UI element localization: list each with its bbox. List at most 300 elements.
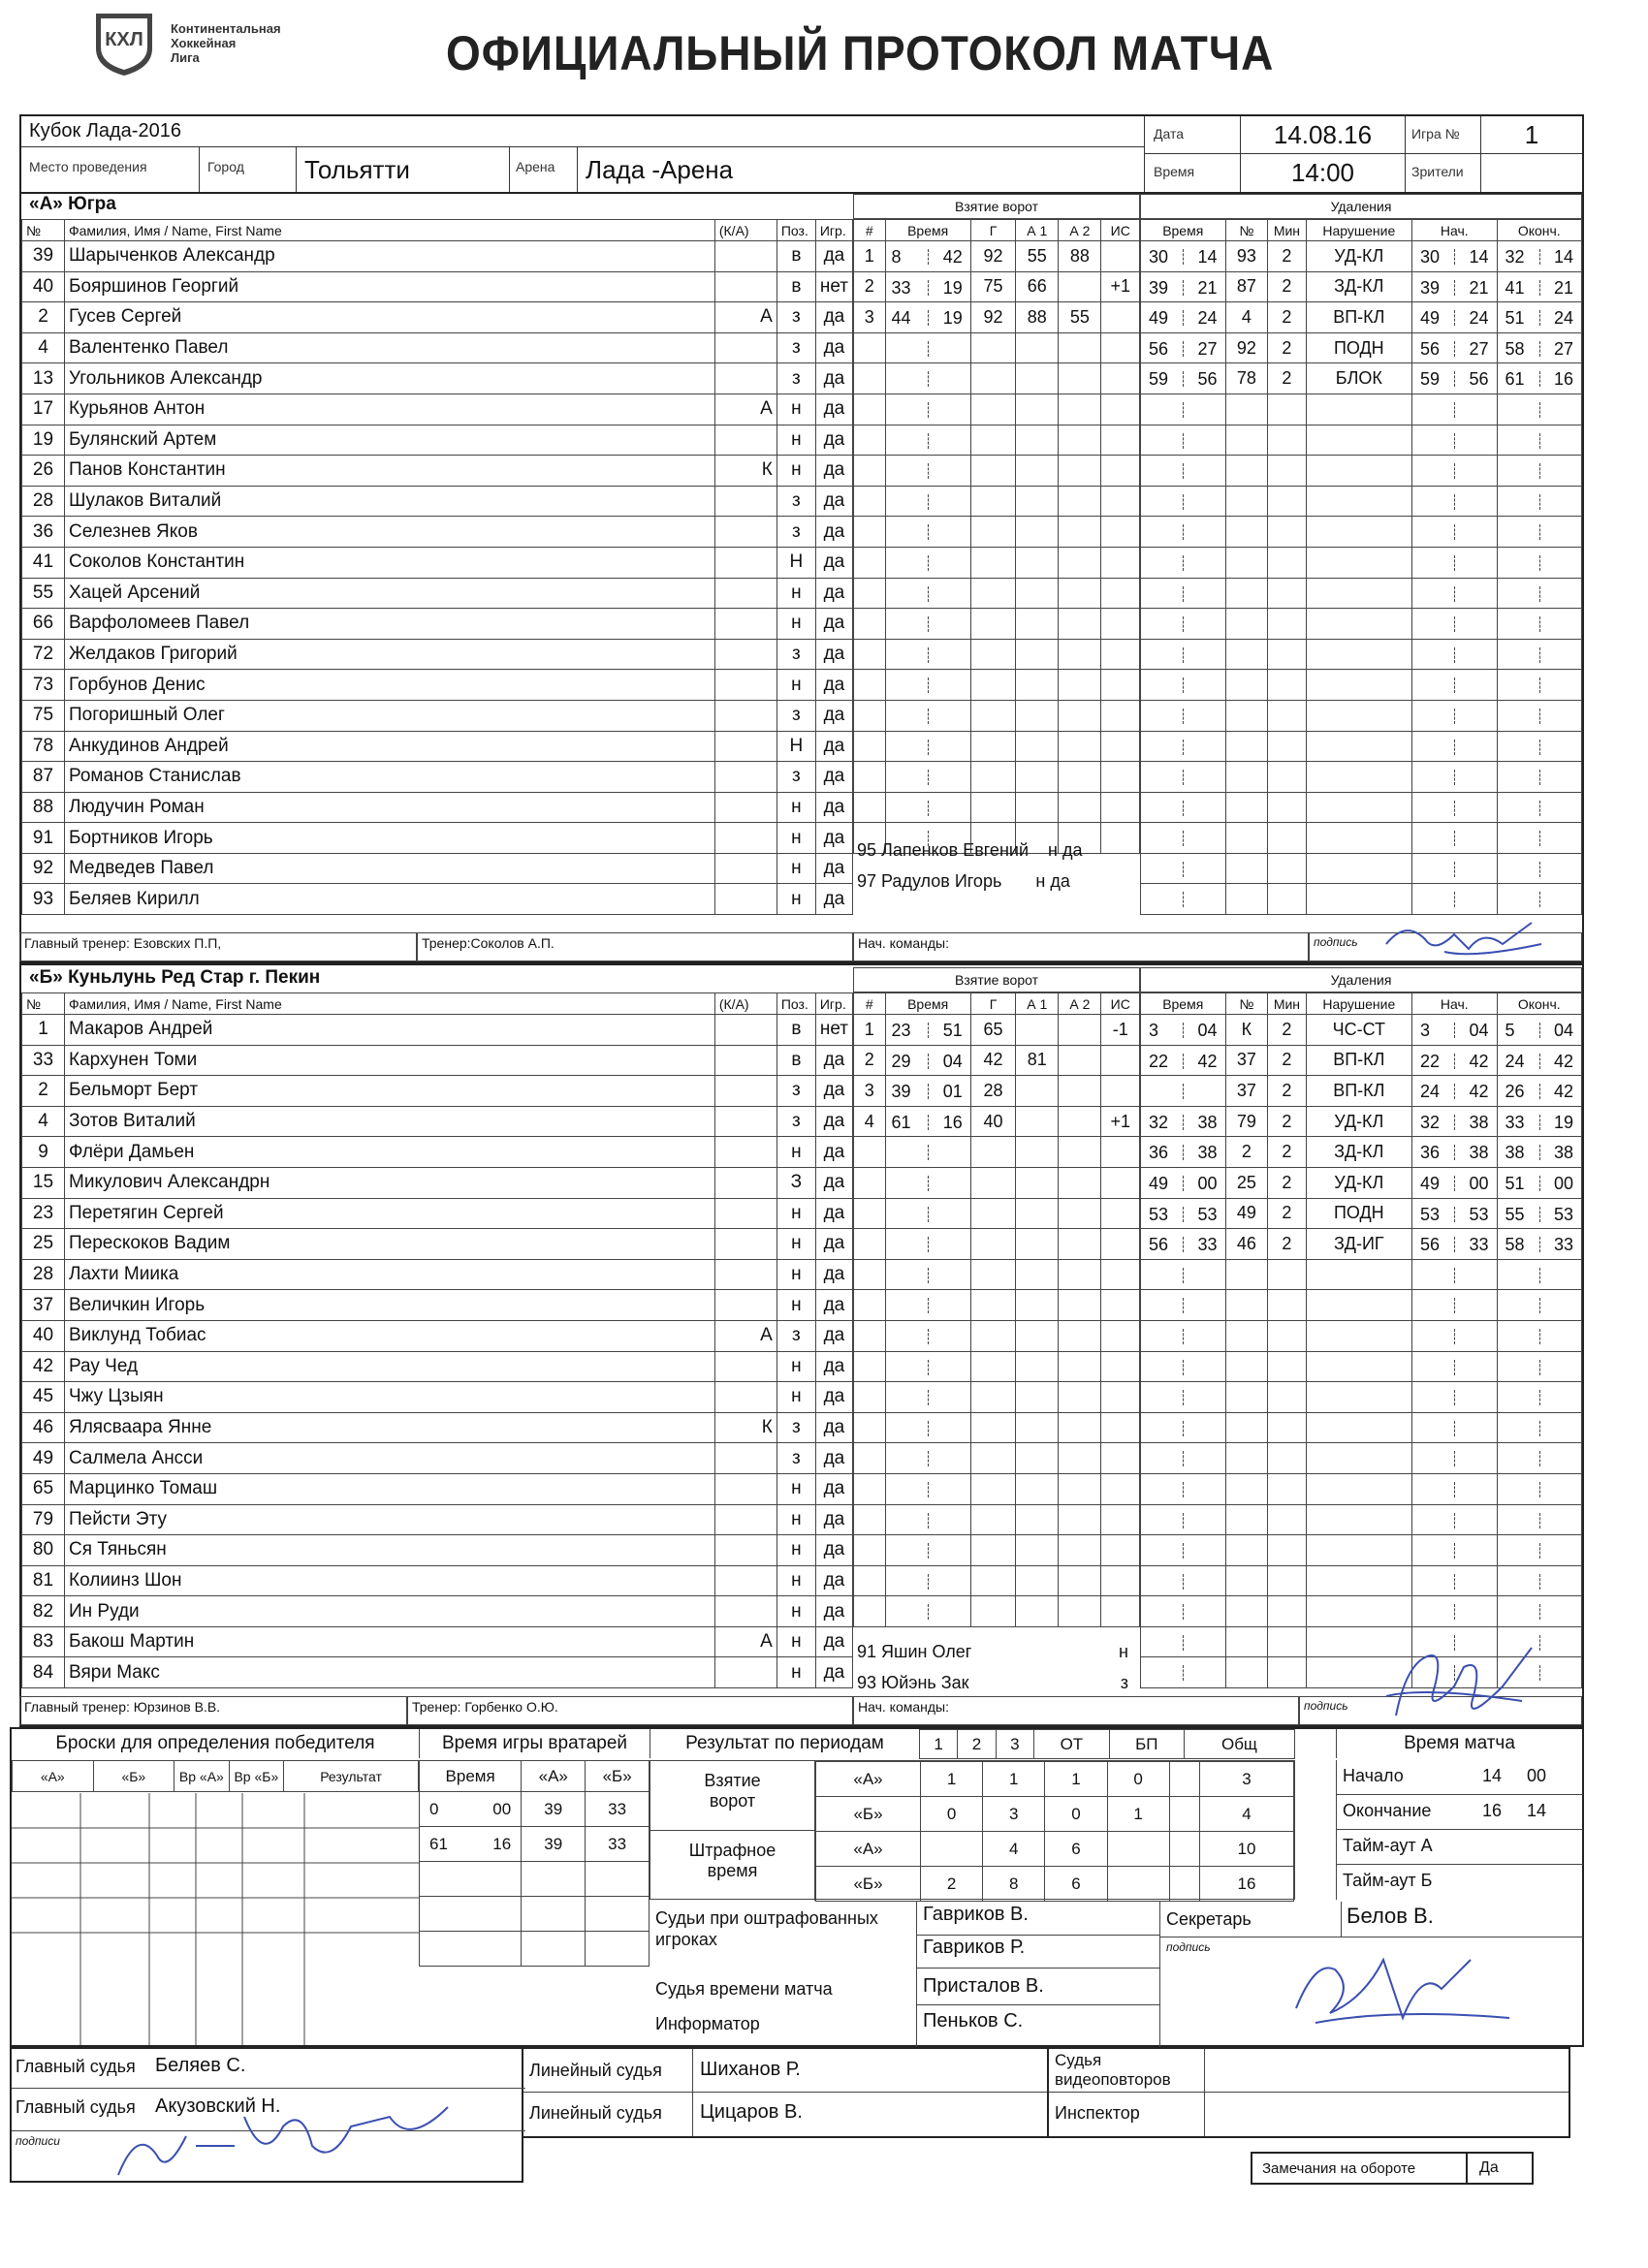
secretary-name: Белов В.	[1347, 1904, 1434, 1928]
match-time-title: Время матча	[1336, 1729, 1582, 1758]
team-a-signature-label: подпись	[1309, 932, 1582, 961]
penalty-end	[1497, 1351, 1582, 1382]
penalty-start-sec: 24	[1469, 308, 1489, 329]
penalty-row	[1141, 609, 1582, 640]
goal-scorer: 42	[970, 1045, 1015, 1076]
penalty-start	[1412, 517, 1498, 548]
penalty-start-min: 22	[1420, 1051, 1441, 1071]
col-g-a2: А 2	[1059, 220, 1101, 241]
penalty-player: 79	[1225, 1106, 1268, 1137]
penalty-end-min: 55	[1505, 1204, 1525, 1224]
penalty-time	[1141, 1015, 1226, 1046]
player-row	[22, 1167, 853, 1198]
player-number: 17	[22, 394, 65, 425]
player-role	[714, 271, 776, 302]
penalty-row	[1141, 1045, 1582, 1076]
goal-no: 1	[854, 1015, 886, 1046]
player-position: н	[776, 1504, 815, 1535]
player-number: 79	[22, 1504, 65, 1535]
player-position: н	[776, 1565, 815, 1596]
goal-min: 39	[891, 1082, 911, 1102]
penalty-minutes: 2	[1268, 1076, 1306, 1107]
player-played: да	[815, 853, 852, 884]
player-position: Н	[776, 731, 815, 762]
player-position: н	[776, 1596, 815, 1627]
col-g-time: Время	[885, 993, 970, 1015]
goal-assist1	[1016, 1015, 1059, 1046]
penalty-row	[1141, 1320, 1582, 1351]
col-play: Игр.	[815, 993, 852, 1015]
penalty-end-sec: 19	[1553, 1112, 1573, 1132]
penalty-time	[1141, 1412, 1226, 1443]
goal-time	[885, 394, 970, 425]
goal-strength: +1	[1101, 271, 1140, 302]
goal-row	[854, 1229, 1140, 1260]
penalty-end	[1497, 271, 1582, 302]
goal-row	[854, 1504, 1140, 1535]
secretary-signature	[1277, 1931, 1529, 2037]
linesman-2: Цицаров В.	[700, 2101, 803, 2123]
penalty-time	[1141, 1259, 1226, 1290]
penalty-row	[1141, 302, 1582, 333]
player-position: н	[776, 1198, 815, 1229]
player-name: Горбунов Денис	[65, 670, 715, 701]
shootout-grid	[12, 1793, 419, 2045]
goal-min: 8	[891, 247, 902, 267]
penalty-start-min: 49	[1420, 1173, 1441, 1193]
penalty-time	[1141, 609, 1226, 640]
penalty-time	[1141, 1229, 1226, 1260]
player-role	[714, 363, 776, 394]
player-role: К	[714, 456, 776, 487]
player-position: н	[776, 578, 815, 609]
player-position: з	[776, 363, 815, 394]
player-name: Кархунен Томи	[65, 1045, 715, 1076]
penalty-start	[1412, 394, 1498, 425]
penalty-row	[1141, 1076, 1582, 1107]
player-role	[714, 578, 776, 609]
period-value: 0	[1045, 1797, 1107, 1832]
period-value: 1	[1107, 1797, 1169, 1832]
penalty-end	[1497, 1473, 1582, 1504]
player-name: Величкин Игорь	[65, 1290, 715, 1321]
goalie-col: «Б»	[586, 1761, 650, 1792]
player-row	[22, 731, 853, 762]
player-role	[714, 731, 776, 762]
penalty-start-sec: 42	[1469, 1051, 1489, 1071]
goal-scorer: 92	[970, 302, 1015, 333]
player-role	[714, 1443, 776, 1474]
player-number: 25	[22, 1229, 65, 1260]
penalty-end	[1497, 486, 1582, 517]
goalie-a: 39	[522, 1827, 586, 1862]
penalty-start-min: 32	[1420, 1112, 1441, 1132]
col-g-g: Г	[970, 220, 1015, 241]
goal-time	[885, 547, 970, 578]
player-played: да	[815, 1504, 852, 1535]
goal-row	[854, 1382, 1140, 1413]
penalty-row	[1141, 1259, 1582, 1290]
period-col: Общ	[1184, 1730, 1294, 1759]
penalty-row	[1141, 823, 1582, 854]
period-value: 0	[1107, 1762, 1169, 1797]
player-position: н	[776, 670, 815, 701]
penalty-player: 2	[1225, 1137, 1268, 1168]
match-time-box	[1336, 1760, 1582, 1900]
period-row	[816, 1762, 1294, 1797]
penalty-time-min: 22	[1149, 1051, 1169, 1071]
game-value: 1	[1481, 116, 1582, 154]
player-role	[714, 1473, 776, 1504]
referee-signatures	[99, 2088, 467, 2185]
goal-row	[854, 1198, 1140, 1229]
period-value: 6	[1045, 1832, 1107, 1867]
player-name: Анкудинов Андрей	[65, 731, 715, 762]
penalty-minutes: 2	[1268, 271, 1306, 302]
penalty-start	[1412, 1473, 1498, 1504]
player-row	[22, 1657, 853, 1688]
time-label: Время	[1144, 154, 1241, 192]
goal-assist2	[1059, 1076, 1101, 1107]
player-row	[22, 578, 853, 609]
penalty-end	[1497, 731, 1582, 762]
penalty-end	[1497, 1443, 1582, 1474]
player-row	[22, 1596, 853, 1627]
periods-body	[650, 1760, 1295, 1900]
goalie-time-table	[419, 1760, 650, 1967]
col-p-viol: Нарушение	[1306, 220, 1411, 241]
goal-time	[885, 1382, 970, 1413]
player-number: 87	[22, 762, 65, 793]
referee-label-2: Главный судья	[16, 2097, 136, 2117]
penalty-end-min: 33	[1505, 1112, 1525, 1132]
penalty-minutes: 2	[1268, 1045, 1306, 1076]
player-number: 65	[22, 1473, 65, 1504]
penalty-violation: ПОДН	[1306, 1198, 1411, 1229]
goal-row	[854, 425, 1140, 456]
penalty-player: 93	[1225, 241, 1268, 272]
player-name: Бакош Мартин	[65, 1626, 715, 1657]
player-played: да	[815, 332, 852, 363]
player-name: Вяри Макс	[65, 1657, 715, 1688]
penalty-time	[1141, 1137, 1226, 1168]
player-position: н	[776, 1626, 815, 1657]
city-label: Город	[200, 147, 297, 192]
player-role	[714, 762, 776, 793]
player-position: н	[776, 394, 815, 425]
penalty-start-min: 53	[1420, 1204, 1441, 1224]
player-name: Погоришный Олег	[65, 700, 715, 731]
goal-row	[854, 1167, 1140, 1198]
player-position: з	[776, 1412, 815, 1443]
penalty-start-sec: 14	[1469, 247, 1489, 267]
goalie-b: 33	[586, 1792, 650, 1827]
periods-header	[919, 1729, 1295, 1759]
col-no: №	[22, 220, 65, 241]
penalty-time-sec: 33	[1197, 1235, 1218, 1255]
penalty-start	[1412, 241, 1498, 272]
col-g-no: #	[854, 220, 886, 241]
player-name: Булянский Артем	[65, 425, 715, 456]
penalty-time-min: 56	[1149, 338, 1169, 359]
player-name: Ялясваара Янне	[65, 1412, 715, 1443]
team-a-title: «А» Югра	[29, 194, 116, 214]
penalty-row	[1141, 1412, 1582, 1443]
linesmen-box	[523, 2047, 1047, 2138]
player-number: 41	[22, 547, 65, 578]
team-a-roster	[21, 219, 853, 915]
player-role	[714, 1015, 776, 1046]
shootout-col: «А»	[13, 1761, 94, 1792]
player-number: 15	[22, 1167, 65, 1198]
player-name: Курьянов Антон	[65, 394, 715, 425]
player-role	[714, 1045, 776, 1076]
penalty-start	[1412, 1137, 1498, 1168]
player-played: да	[815, 1106, 852, 1137]
penalty-judge-1: Гавриков В.	[923, 1904, 1029, 1925]
player-row	[22, 1198, 853, 1229]
goal-time	[885, 1106, 970, 1137]
col-g-a1: А 1	[1016, 993, 1059, 1015]
player-number: 36	[22, 517, 65, 548]
player-position: н	[776, 609, 815, 640]
goal-time	[885, 1443, 970, 1474]
goal-time	[885, 1076, 970, 1107]
game-label: Игра №	[1406, 116, 1481, 154]
player-row	[22, 1259, 853, 1290]
player-row	[22, 670, 853, 701]
penalty-end-min: 5	[1505, 1021, 1515, 1040]
player-name: Варфоломеев Павел	[65, 609, 715, 640]
penalty-player: 49	[1225, 1198, 1268, 1229]
goal-time	[885, 700, 970, 731]
player-position: з	[776, 332, 815, 363]
secretary-box	[1159, 1902, 1582, 2047]
penalty-start-min: 39	[1420, 277, 1441, 298]
player-number: 91	[22, 823, 65, 854]
player-role	[714, 1198, 776, 1229]
penalty-time-min: 32	[1149, 1112, 1169, 1132]
col-g-a1: А 1	[1016, 220, 1059, 241]
penalty-time	[1141, 486, 1226, 517]
team-a-penalties-title: Удаления	[1140, 194, 1582, 219]
match-start: Начало 14 00	[1337, 1760, 1583, 1795]
penalty-row	[1141, 1137, 1582, 1168]
player-number: 4	[22, 332, 65, 363]
player-position: з	[776, 1320, 815, 1351]
penalty-start-sec: 53	[1469, 1204, 1489, 1224]
player-position: н	[776, 1137, 815, 1168]
goalie-min: 0	[429, 1800, 439, 1818]
player-played: да	[815, 1596, 852, 1627]
spectators-label: Зрители	[1406, 154, 1481, 192]
player-role: А	[714, 302, 776, 333]
penalty-start-sec: 38	[1469, 1112, 1489, 1132]
player-row	[22, 1535, 853, 1566]
player-played: да	[815, 241, 852, 272]
penalty-end-sec: 21	[1553, 277, 1573, 298]
linesman-label-2: Линейный судья	[529, 2103, 662, 2123]
player-role: А	[714, 1626, 776, 1657]
player-position: н	[776, 1382, 815, 1413]
goal-row	[854, 1351, 1140, 1382]
goal-min: 23	[891, 1021, 911, 1040]
player-played: да	[815, 1167, 852, 1198]
penalty-end	[1497, 241, 1582, 272]
player-row	[22, 1045, 853, 1076]
penalty-row	[1141, 1198, 1582, 1229]
penalty-violation: ПОДН	[1306, 332, 1411, 363]
player-row	[22, 1565, 853, 1596]
goal-row	[854, 578, 1140, 609]
player-number: 2	[22, 1076, 65, 1107]
penalty-row	[1141, 1106, 1582, 1137]
penalty-start	[1412, 609, 1498, 640]
penalty-time-min: 3	[1149, 1021, 1159, 1040]
goal-time	[885, 1412, 970, 1443]
player-number: 92	[22, 853, 65, 884]
penalty-start	[1412, 853, 1498, 884]
team-b-roster	[21, 992, 853, 1688]
player-row	[22, 792, 853, 823]
penalty-time-min: 36	[1149, 1143, 1169, 1163]
penalty-time	[1141, 517, 1226, 548]
goal-sec: 01	[942, 1082, 963, 1102]
penalty-end	[1497, 1259, 1582, 1290]
player-name: Рау Чед	[65, 1351, 715, 1382]
player-played: да	[815, 456, 852, 487]
penalty-start	[1412, 332, 1498, 363]
team-b-coach: Тренер: Горбенко О.Ю.	[407, 1696, 853, 1725]
player-number: 1	[22, 1015, 65, 1046]
penalty-start	[1412, 1229, 1498, 1260]
penalty-judge-2: Гавриков Р.	[923, 1937, 1026, 1958]
player-name: Бояршинов Георгий	[65, 271, 715, 302]
penalty-start	[1412, 1259, 1498, 1290]
player-name: Панов Константин	[65, 456, 715, 487]
penalty-end	[1497, 1137, 1582, 1168]
remarks-label: Замечания на обороте	[1251, 2152, 1468, 2185]
date-label: Дата	[1144, 116, 1241, 154]
player-played: да	[815, 639, 852, 670]
player-played: да	[815, 425, 852, 456]
player-row	[22, 700, 853, 731]
penalty-end	[1497, 609, 1582, 640]
penalty-player: 78	[1225, 363, 1268, 394]
goal-time	[885, 425, 970, 456]
team-a-extra-1: 95 Лапенков Евгений н да	[857, 840, 1083, 860]
team-b-signature-label: подпись	[1299, 1696, 1582, 1725]
goalie-time	[420, 1827, 522, 1862]
goal-row	[854, 241, 1140, 272]
penalty-start-sec: 33	[1469, 1235, 1489, 1255]
penalty-start	[1412, 302, 1498, 333]
goal-scorer: 65	[970, 1015, 1015, 1046]
penalty-judge-label: Судьи при оштрафованных игроках	[655, 1908, 878, 1949]
player-row	[22, 1320, 853, 1351]
penalty-start-sec: 27	[1469, 338, 1489, 359]
penalty-start	[1412, 1198, 1498, 1229]
penalty-time-min: 49	[1149, 1173, 1169, 1193]
penalty-start	[1412, 1015, 1498, 1046]
period-value	[1169, 1867, 1199, 1902]
penalty-start-min: 36	[1420, 1143, 1441, 1163]
player-row	[22, 547, 853, 578]
player-role	[714, 1565, 776, 1596]
penalty-time	[1141, 1106, 1226, 1137]
penalty-row	[1141, 332, 1582, 363]
penalty-time	[1141, 456, 1226, 487]
penalty-row	[1141, 670, 1582, 701]
penalty-end	[1497, 1565, 1582, 1596]
penalty-row	[1141, 271, 1582, 302]
player-name: Лахти Миика	[65, 1259, 715, 1290]
goal-scorer: 40	[970, 1106, 1015, 1137]
player-row	[22, 363, 853, 394]
penalty-time-min: 53	[1149, 1204, 1169, 1224]
player-played: да	[815, 363, 852, 394]
penalty-end	[1497, 456, 1582, 487]
penalty-violation: БЛОК	[1306, 363, 1411, 394]
player-number: 42	[22, 1351, 65, 1382]
penalty-time-sec: 38	[1197, 1143, 1218, 1163]
penalty-time-sec: 56	[1197, 369, 1218, 390]
goal-time	[885, 731, 970, 762]
penalty-violation: УД-КЛ	[1306, 241, 1411, 272]
penalty-violation: ЗД-КЛ	[1306, 271, 1411, 302]
player-played: да	[815, 762, 852, 793]
player-name: Перескоков Вадим	[65, 1229, 715, 1260]
penalty-row	[1141, 547, 1582, 578]
col-g-is: ИС	[1101, 220, 1140, 241]
player-played: нет	[815, 271, 852, 302]
player-row	[22, 271, 853, 302]
col-p-end: Оконч.	[1497, 220, 1582, 241]
goalie-row	[420, 1827, 650, 1862]
periods-goals-label: Взятие ворот	[650, 1761, 815, 1831]
penalty-end-sec: 33	[1553, 1235, 1573, 1255]
goal-no: 1	[854, 241, 886, 272]
secretary-sig-label: подпись	[1166, 1940, 1211, 1954]
penalty-row	[1141, 884, 1582, 915]
informer: Пеньков С.	[923, 2010, 1024, 2032]
period-col: 3	[996, 1730, 1033, 1759]
goal-time	[885, 1504, 970, 1535]
penalty-end-sec: 42	[1553, 1051, 1573, 1071]
penalty-row	[1141, 517, 1582, 548]
period-value	[921, 1832, 983, 1867]
player-role	[714, 1504, 776, 1535]
col-p-end: Оконч.	[1497, 993, 1582, 1015]
team-b-signature	[1367, 1628, 1541, 1735]
penalty-end-min: 58	[1505, 338, 1525, 359]
player-position: з	[776, 486, 815, 517]
penalty-player: 4	[1225, 302, 1268, 333]
player-number: 28	[22, 1259, 65, 1290]
player-role	[714, 547, 776, 578]
col-name: Фамилия, Имя / Name, First Name	[65, 220, 715, 241]
player-played: да	[815, 1320, 852, 1351]
player-name: Людучин Роман	[65, 792, 715, 823]
goal-row	[854, 792, 1140, 823]
player-role	[714, 1657, 776, 1688]
player-position: н	[776, 1657, 815, 1688]
goal-sec: 04	[942, 1051, 963, 1071]
team-a-coach: Тренер:Соколов А.П.	[417, 932, 853, 961]
arena-value: Лада -Арена	[586, 155, 734, 184]
player-row	[22, 1290, 853, 1321]
player-role	[714, 609, 776, 640]
